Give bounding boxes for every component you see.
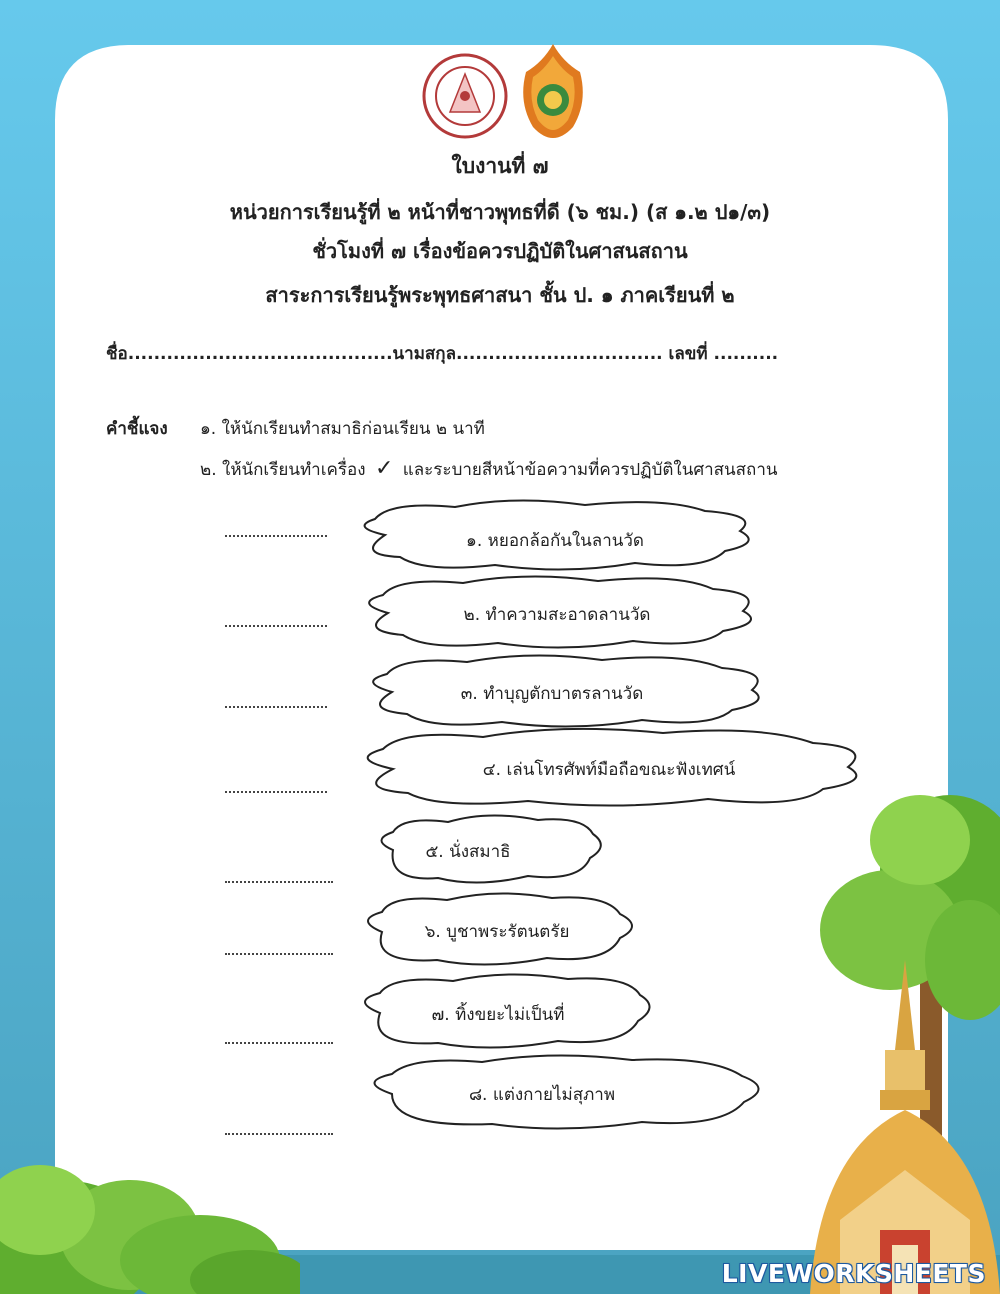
lesson-heading: ชั่วโมงที่ ๗ เรื่องข้อควรปฏิบัติในศาสนสถาน — [312, 239, 688, 263]
school-seal-icon — [420, 52, 510, 140]
answer-blank-2[interactable] — [225, 625, 327, 627]
item-8-text: ๘. แต่งกายไม่สุภาพ — [468, 1085, 616, 1105]
item-1-text: ๑. หยอกล้อกันในลานวัด — [466, 531, 644, 551]
instruction-step-2 — [200, 456, 778, 483]
instruction-step-2-text: ๒. ให้นักเรียนทำเครื่อง — [200, 460, 366, 480]
item-6-text: ๖. บูชาพระรัตนตรัย — [424, 922, 570, 942]
answer-blank-6[interactable] — [225, 953, 333, 955]
worksheet-title: ใบงานที่ ๗ — [451, 154, 549, 178]
temple-tree-illustration — [800, 780, 1000, 1294]
answer-blank-7[interactable] — [225, 1042, 333, 1044]
answer-blank-8[interactable] — [225, 1133, 333, 1135]
instruction-step-1: ๑. ให้นักเรียนทำสมาธิก่อนเรียน ๒ นาที — [200, 419, 485, 439]
answer-blank-1[interactable] — [225, 535, 327, 537]
student-info-line: ชื่อ.........................................นามสกุล................................ เลขที่ .......... — [106, 344, 779, 364]
item-7-text: ๗. ทิ้งขยะไม่เป็นที่ — [431, 1005, 565, 1025]
item-3-text: ๓. ทำบุญตักบาตรลานวัด — [460, 684, 644, 704]
brand-text: LIVEWORKSHEETS — [721, 1259, 986, 1288]
instruction-step-2-rest: และระบายสีหน้าข้อความที่ควรปฏิบัติในศาสนสถาน — [402, 460, 778, 480]
answer-blank-5[interactable] — [225, 881, 333, 883]
answer-blank-3[interactable] — [225, 706, 327, 708]
unit-heading: หน่วยการเรียนรู้ที่ ๒ หน้าที่ชาวพุทธที่ดี (๖ ชม.) (ส ๑.๒ ป๑/๓) — [229, 200, 771, 224]
instructions-label: คำชี้แจง — [106, 419, 168, 439]
liveworksheets-logo — [722, 1259, 986, 1288]
item-2-text: ๒. ทำความสะอาดลานวัด — [463, 605, 651, 625]
ministry-emblem-icon — [518, 42, 588, 140]
item-4-text: ๔. เล่นโทรศัพท์มือถือขณะฟังเทศน์ — [482, 760, 736, 780]
bush-illustration — [0, 1140, 300, 1294]
answer-blank-4[interactable] — [225, 791, 327, 793]
checkmark-icon: ✓ — [374, 456, 394, 481]
item-5-text: ๕. นั่งสมาธิ — [425, 842, 511, 862]
subject-heading: สาระการเรียนรู้พระพุทธศาสนา ชั้น ป. ๑ ภาคเรียนที่ ๒ — [265, 283, 735, 307]
